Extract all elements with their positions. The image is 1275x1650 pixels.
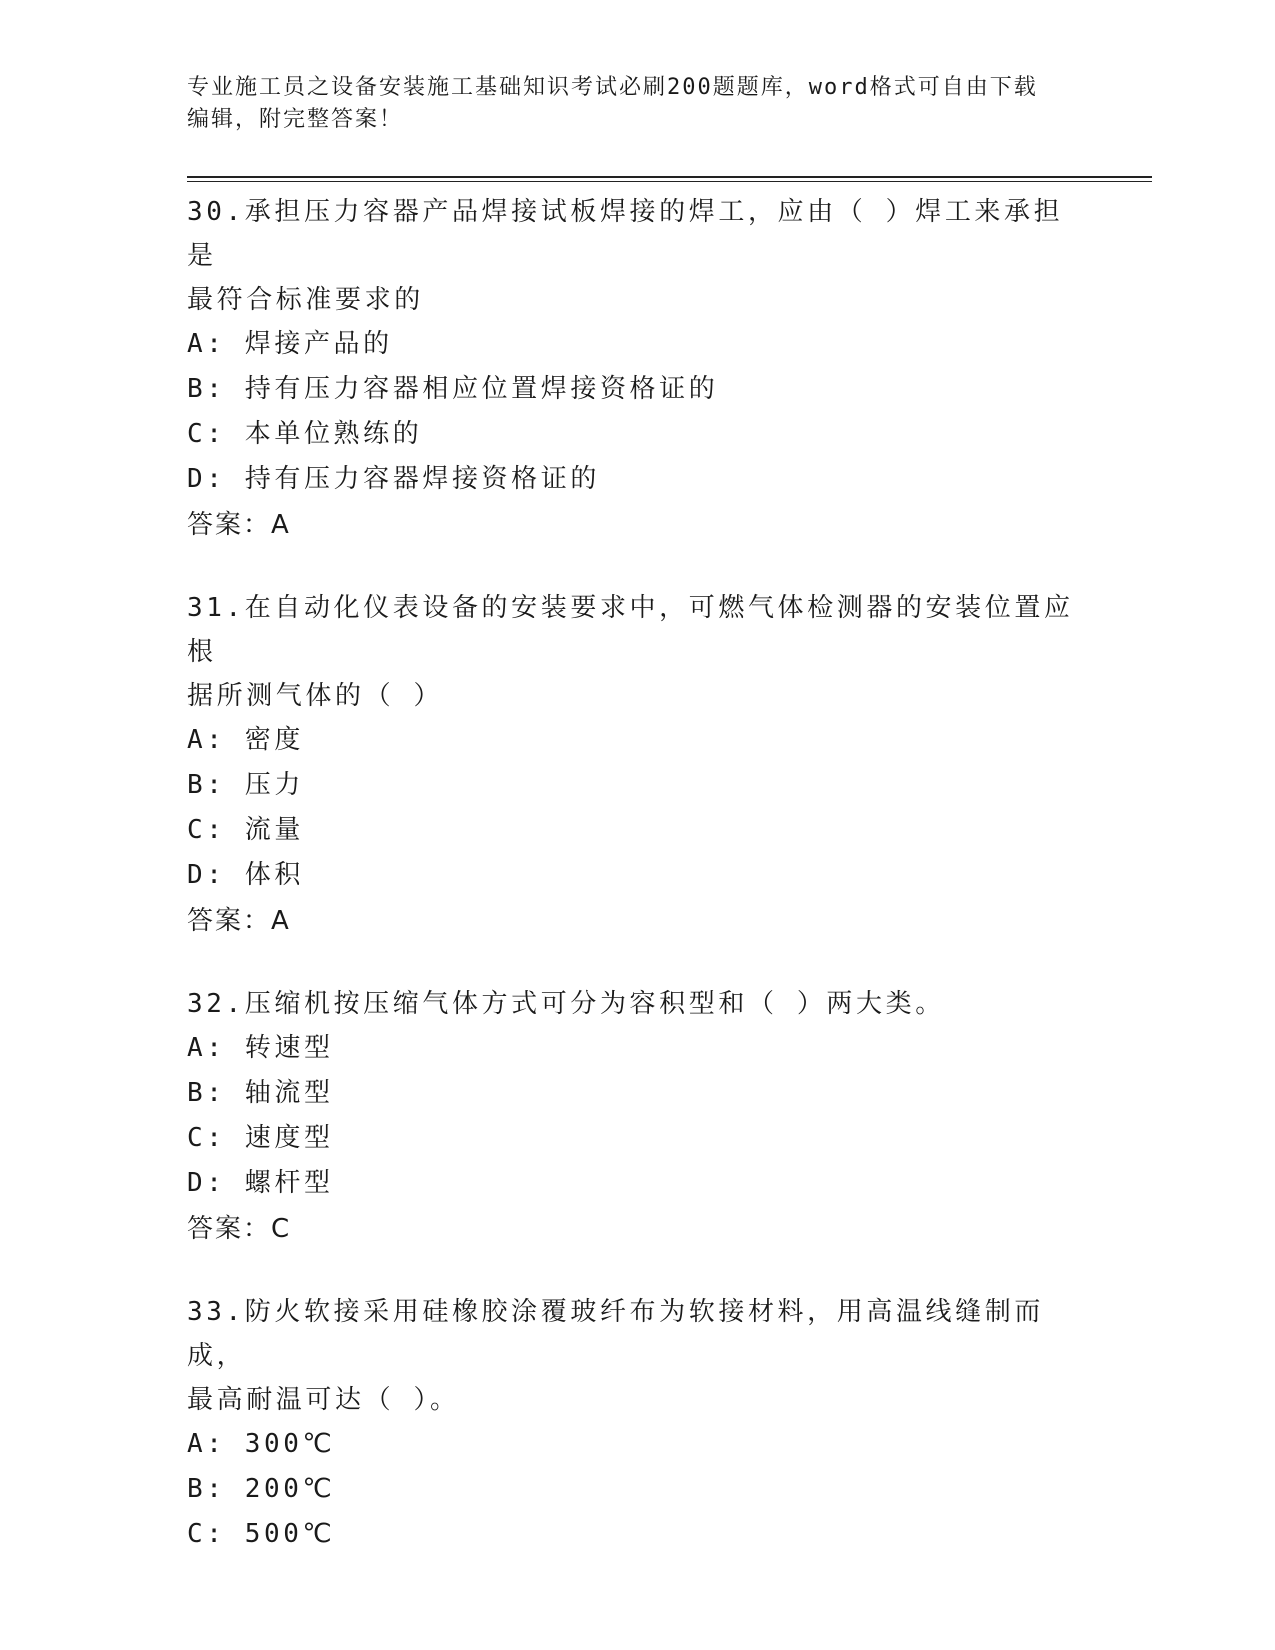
header-divider bbox=[187, 176, 1152, 182]
option-a: A: 焊接产品的 bbox=[187, 329, 393, 359]
option-b: B: 持有压力容器相应位置焊接资格证的 bbox=[187, 374, 719, 404]
option-a: A: 转速型 bbox=[187, 1033, 334, 1063]
option-c: C: 流量 bbox=[187, 815, 304, 845]
question-title: 33.防火软接采用硅橡胶涂覆玻纤布为软接材料，用高温线缝制而成， bbox=[187, 1297, 1044, 1371]
option-b: B: 200℃ bbox=[187, 1474, 336, 1504]
option-b: B: 压力 bbox=[187, 770, 304, 800]
option-d: D: 螺杆型 bbox=[187, 1168, 334, 1198]
question-title-continued: 最高耐温可达（ ）。 bbox=[187, 1385, 460, 1415]
option-a: A: 300℃ bbox=[187, 1429, 336, 1459]
option-b: B: 轴流型 bbox=[187, 1078, 334, 1108]
header-line-2: 编辑，附完整答案！ bbox=[187, 107, 404, 132]
document-header bbox=[187, 72, 1067, 136]
question-title-continued: 最符合标准要求的 bbox=[187, 285, 424, 315]
question-list bbox=[187, 190, 1087, 1595]
option-a: A: 密度 bbox=[187, 725, 304, 755]
option-d: D: 持有压力容器焊接资格证的 bbox=[187, 464, 600, 494]
question-31 bbox=[187, 586, 1087, 944]
question-30 bbox=[187, 190, 1087, 548]
header-line-1: 专业施工员之设备安装施工基础知识考试必刷200题题库，word格式可自由下载 bbox=[187, 75, 1038, 100]
question-title-continued: 据所测气体的（ ） bbox=[187, 681, 444, 711]
question-33 bbox=[187, 1290, 1087, 1557]
option-c: C: 速度型 bbox=[187, 1123, 334, 1153]
question-title: 32.压缩机按压缩气体方式可分为容积型和（ ）两大类。 bbox=[187, 989, 945, 1019]
question-title: 31.在自动化仪表设备的安装要求中，可燃气体检测器的安装位置应根 bbox=[187, 593, 1074, 667]
option-c: C: 本单位熟练的 bbox=[187, 419, 423, 449]
option-c: C: 500℃ bbox=[187, 1519, 336, 1549]
question-32 bbox=[187, 982, 1087, 1252]
answer-line: 答案：A bbox=[187, 906, 291, 936]
option-d: D: 体积 bbox=[187, 860, 304, 890]
answer-line: 答案：A bbox=[187, 510, 291, 540]
answer-line: 答案：C bbox=[187, 1214, 292, 1244]
question-title: 30.承担压力容器产品焊接试板焊接的焊工，应由（ ）焊工来承担是 bbox=[187, 197, 1064, 271]
